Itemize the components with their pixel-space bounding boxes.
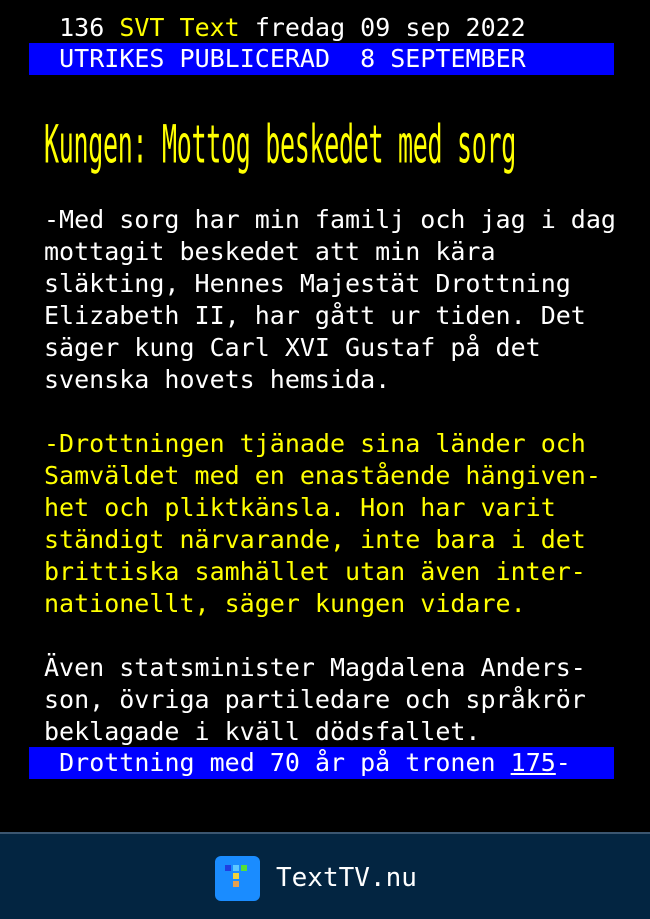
body-line: svenska hovets hemsida. [44, 365, 391, 394]
section-bar [29, 43, 614, 75]
bottom-bar-text: Drottning med 70 år på tronen [29, 748, 511, 777]
section-bar-text: UTRIKES PUBLICERAD 8 SEPTEMBER [59, 44, 526, 73]
body-line: -Med sorg har min familj och jag i dag [44, 205, 616, 234]
body-line: beklagade i kväll dödsfallet. [44, 717, 481, 746]
page-175-link[interactable]: 175 [510, 748, 556, 777]
texttv-logo-icon[interactable] [215, 856, 260, 901]
body-line: Elizabeth II, har gått ur tiden. Det [44, 301, 586, 330]
quote-line: nationellt, säger kungen vidare. [44, 589, 526, 618]
body-line: säger kung Carl XVI Gustaf på det [44, 333, 541, 362]
body-line: son, övriga partiledare och språkrör [44, 685, 586, 714]
quote-line: ständigt närvarande, inte bara i det [44, 525, 586, 554]
quote-line: -Drottningen tjänade sina länder och [44, 429, 586, 458]
header-line [29, 12, 526, 44]
bottom-bar [29, 747, 614, 779]
header-date: fredag 09 sep 2022 [254, 13, 526, 42]
body-line: släkting, Hennes Majestät Drottning [44, 269, 571, 298]
quote-line: brittiska samhället utan även inter- [44, 557, 586, 586]
quote-line: het och pliktkänsla. Hon har varit [44, 493, 556, 522]
bottom-bar-suffix: - [555, 748, 571, 777]
brand-link[interactable]: TextTV.nu [276, 863, 417, 893]
body-line: Även statsminister Magdalena Anders- [44, 653, 586, 682]
page-number: 136 [59, 13, 105, 42]
footer [0, 832, 650, 919]
headline: Kungen: Mottog beskedet med sorg [44, 114, 517, 175]
service-name: SVT Text [119, 13, 240, 42]
body-line: mottagit beskedet att min kära [44, 237, 496, 266]
quote-line: Samväldet med en enastående hängiven- [44, 461, 601, 490]
